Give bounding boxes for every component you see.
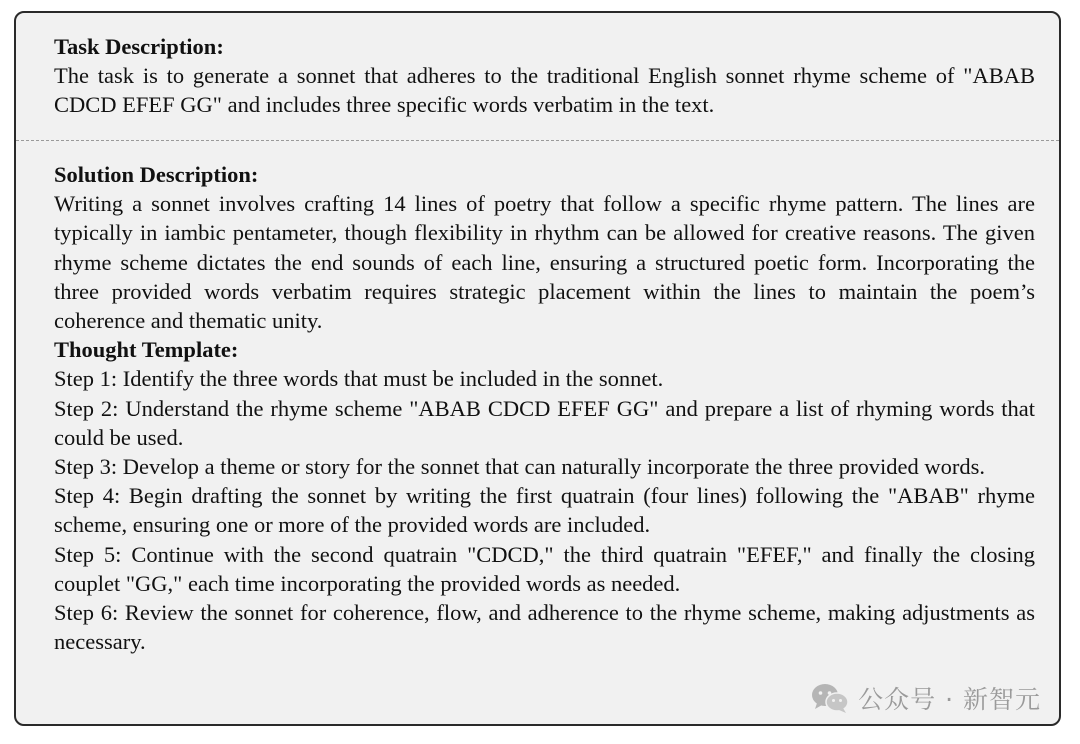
template-step: Step 2: Understand the rhyme scheme "ABAB CDCD EFEF GG" and prepare a list of rhyming words that could be used. (54, 395, 1035, 450)
solution-heading: Solution Description: (54, 162, 259, 187)
template-heading: Thought Template: (54, 337, 239, 363)
task-text: The task is to generate a sonnet that adheres to the traditional English sonnet rhyme scheme of "ABAB CDCD EFEF GG" and includes three specific words verbatim in the text. (54, 63, 1035, 118)
task-heading: Task Description: (54, 34, 224, 59)
wechat-icon (810, 682, 850, 714)
template-step: Step 3: Develop a theme or story for the sonnet that can naturally incorporate the three provided words. (54, 454, 985, 480)
template-step: Step 6: Review the sonnet for coherence, flow, and adherence to the rhyme scheme, making adjustments as necessary. (54, 600, 1035, 655)
task-section (54, 32, 1035, 120)
template-step: Step 1: Identify the three words that must be included in the sonnet. (54, 366, 664, 392)
watermark-text: 公众号 · 新智元 (858, 685, 1041, 714)
watermark (810, 680, 1041, 716)
prompt-card (14, 11, 1061, 726)
template-step: Step 5: Continue with the second quatrain "CDCD," the third quatrain "EFEF," and finally the closing couplet "GG," each time incorporating the provided words as needed. (54, 541, 1035, 596)
template-step: Step 4: Begin drafting the sonnet by writing the first quatrain (four lines) following the "ABAB" rhyme scheme, ensuring one or more of the provided words are included. (54, 483, 1035, 538)
solution-text: Writing a sonnet involves crafting 14 lines of poetry that follow a specific rhyme pattern. The lines are typically in iambic pentameter, though flexibility in rhythm can be allowed for creative reasons. The given rhyme scheme dictates the end sounds of each line, ensuring a structured poetic form. Incorporating the three provided words verbatim requires strategic placement within the lines to maintain the poem’s coherence and thematic unity. (54, 191, 1035, 334)
solution-section (54, 160, 1035, 656)
section-divider (16, 140, 1059, 141)
